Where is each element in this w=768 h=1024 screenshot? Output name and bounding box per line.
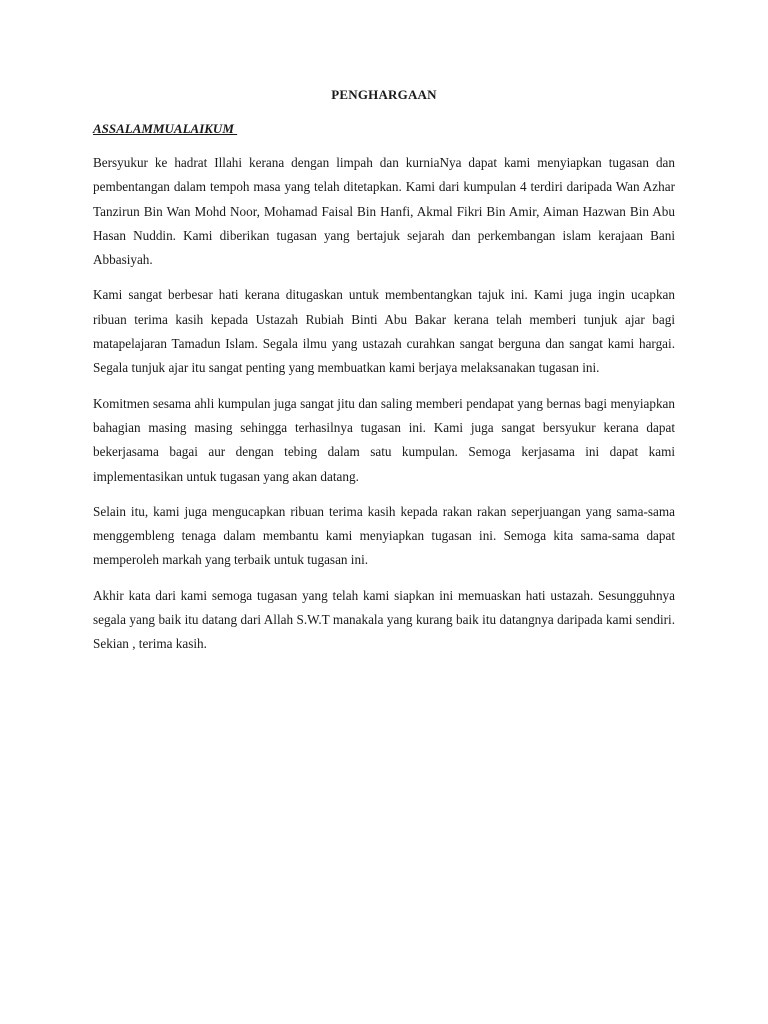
document-page <box>93 85 675 668</box>
paragraph-1: Bersyukur ke hadrat Illahi kerana dengan limpah dan kurniaNya dapat kami menyiapkan tugasan dan pembentangan dalam tempoh masa yang telah ditetapkan. Kami dari kumpulan 4 terdiri daripada Wan Azhar Tanzirun Bin Wan Mohd Noor, Mohamad Faisal Bin Hanfi, Akmal Fikri Bin Amir, Aiman Hazwan Bin Abu Hasan Nuddin. Kami diberikan tugasan yang bertajuk sejarah dan perkembangan islam kerajaan Bani Abbasiyah. <box>93 155 675 268</box>
paragraph-4: Selain itu, kami juga mengucapkan ribuan terima kasih kepada rakan rakan seperjuangan yang sama-sama menggembleng tenaga dalam membantu kami menyiapkan tugasan ini. Semoga kita sama-sama dapat memperoleh markah yang terbaik untuk tugasan ini. <box>93 503 675 568</box>
greeting: ASSALAMMUALAIKUM <box>93 121 238 136</box>
paragraph-3: Komitmen sesama ahli kumpulan juga sangat jitu dan saling memberi pendapat yang bernas bagi menyiapkan bahagian masing masing sehingga terhasilnya tugasan ini. Kami juga sangat bersyukur kerana dapat bekerjasama bagai aur dengan tebing dalam satu kumpulan. Semoga kerjasama ini dapat kami implementasikan untuk tugasan yang akan datang. <box>93 395 675 484</box>
page-title: PENGHARGAAN <box>331 87 437 102</box>
paragraph-5: Akhir kata dari kami semoga tugasan yang telah kami siapkan ini memuaskan hati ustazah. Sesungguhnya segala yang baik itu datang dari Allah S.W.T manakala yang kurang baik itu datangnya daripada kami sendiri. Sekian , terima kasih. <box>93 587 675 652</box>
paragraph-2: Kami sangat berbesar hati kerana ditugaskan untuk membentangkan tajuk ini. Kami juga ingin ucapkan ribuan terima kasih kepada Ustazah Rubiah Binti Abu Bakar kerana telah memberi tunjuk ajar bagi matapelajaran Tamadun Islam. Segala ilmu yang ustazah curahkan sangat berguna dan sangat kami hargai. Segala tunjuk ajar itu sangat penting yang membuatkan kami berjaya melaksanakan tugasan ini. <box>93 287 675 376</box>
